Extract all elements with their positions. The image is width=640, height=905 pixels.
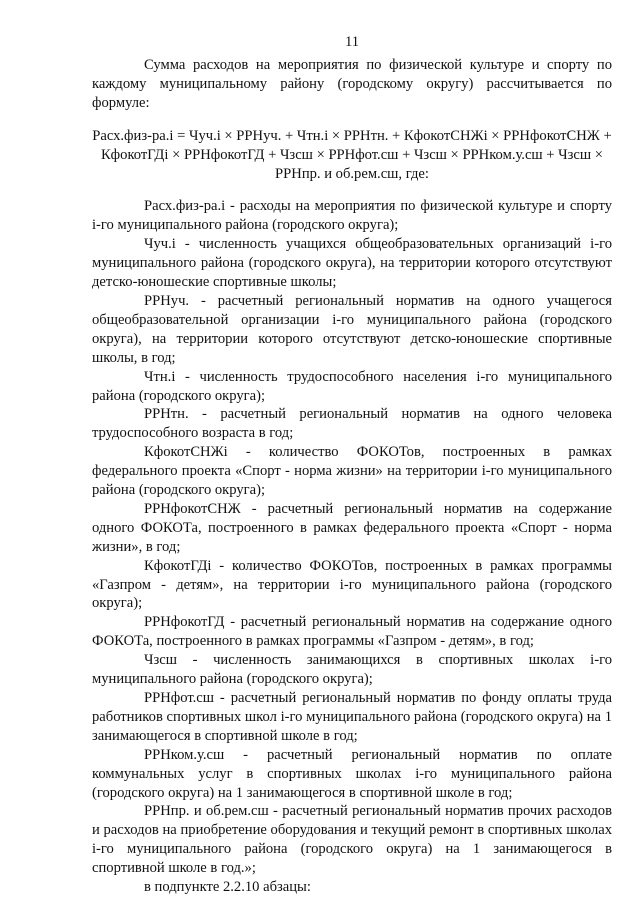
definition-item: РРНфот.сш - расчетный региональный норматив по фонду оплаты труда работников спортивных школ i-го муниципального района (городского округа) на 1 занимающегося в спортивной школе в год;	[92, 690, 612, 744]
definition-item: РРНтн. - расчетный региональный норматив на одного человека трудоспособного возраста в год;	[92, 406, 612, 442]
definition-item: КфокотСНЖi - количество ФОКОТов, построенных в рамках федерального проекта «Спорт - норма жизни» на территории i-го муниципального района (городского округа);	[92, 444, 612, 499]
definition-item: РРНфокотСНЖ - расчетный региональный норматив на содержание одного ФОКОТа, построенного в рамках федерального проекта «Спорт - норма жизни», в год;	[92, 500, 612, 555]
definition-item: РРНфокотГД - расчетный региональный норматив на содержание одного ФОКОТа, построенного в рамках программы «Газпром - детям», в год;	[92, 614, 612, 650]
intro-paragraph: Сумма расходов на мероприятия по физической культуре и спорту по каждому муниципальному району (городскому округу) рассчитывается по формуле:	[92, 57, 612, 111]
page-number: 11	[344, 34, 360, 50]
definition-item: РРНуч. - расчетный региональный норматив на одного учащегося общеобразовательной организации i-го муниципального района (городского округа), на территории которого отсутствуют детско-юношеские спортивные школы, в год;	[92, 292, 612, 366]
definition-item: РРНпр. и об.рем.сш - расчетный региональный норматив прочих расходов и расходов на приобретение оборудования и текущий ремонт в спортивных школах i-го муниципального района (городского округа) на 1 занимающегося в спортивной школе в год.»;	[92, 803, 612, 877]
definition-item: Чуч.i - численность учащихся общеобразовательных организаций i-го муниципального района (городского округа), на территории которого отсутствуют детско-юношеские спортивные школы;	[92, 236, 612, 291]
definition-item: Чтн.i - численность трудоспособного населения i-го муниципального района (городского округа);	[92, 368, 612, 404]
formula: Расх.физ-ра.i = Чуч.i × РРНуч. + Чтн.i × РРНтн. + КфокотСНЖi × РРНфокотСНЖ + КфокотГДi × РРНфокотГД + Чзсш × РРНфот.сш + Чзсш × РРНком.у.сш + Чзсш × РРНпр. и об.рем.сш, где:	[92, 127, 612, 182]
definition-item: Чзсш - численность занимающихся в спортивных школах i-го муниципального района (городского округа);	[92, 652, 612, 688]
closing-paragraph: в подпункте 2.2.10 абзацы:	[144, 879, 311, 896]
definition-item: РРНком.у.сш - расчетный региональный норматив по оплате коммунальных услуг в спортивных школах i-го муниципального района (городского округа) на 1 занимающегося в спортивной школе в год;	[92, 746, 612, 801]
document-body	[92, 56, 612, 897]
document-page	[92, 0, 612, 905]
definition-item: Расх.физ-ра.i - расходы на мероприятия по физической культуре и спорту i-го муниципального района (городского округа);	[92, 198, 612, 234]
definition-item: КфокотГДi - количество ФОКОТов, построенных в рамках программы «Газпром - детям», на территории i-го муниципального района (городского округа);	[92, 557, 612, 612]
